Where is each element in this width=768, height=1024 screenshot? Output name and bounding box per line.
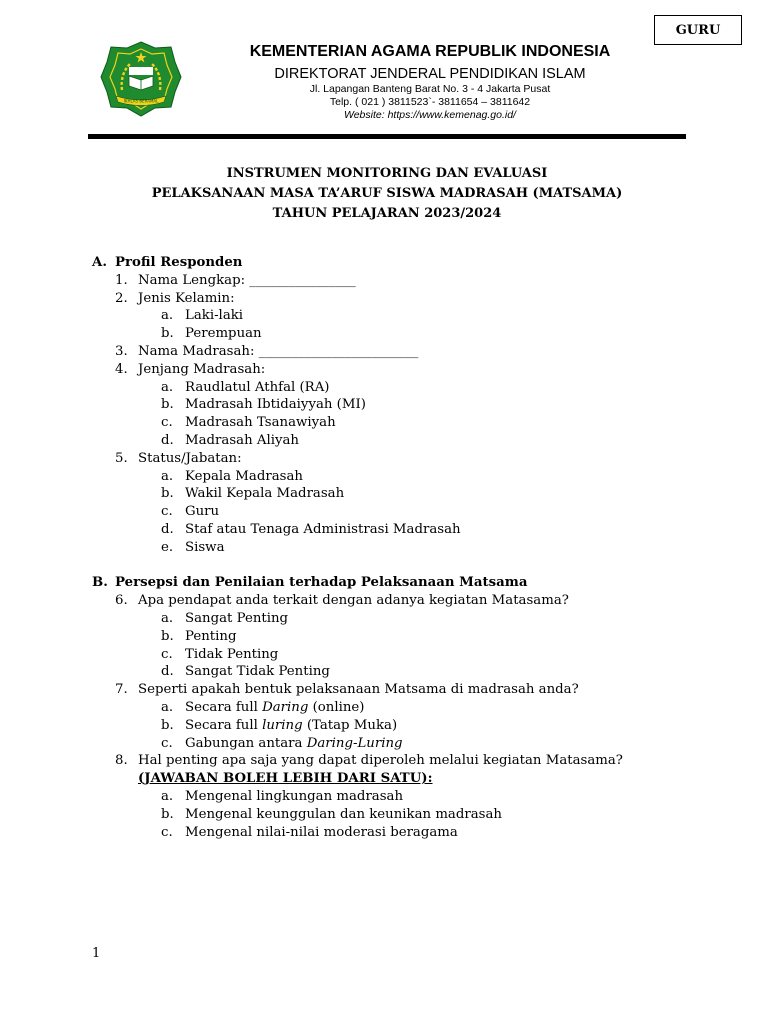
section-spacer [88, 557, 708, 575]
option-text-prefix: Secara full [185, 699, 263, 715]
option-text-emphasis: Daring-Luring [306, 735, 403, 751]
answer-option [88, 432, 708, 450]
option-text-suffix: (online) [308, 699, 365, 715]
answer-option [88, 325, 708, 343]
option-letter: c. [161, 824, 173, 840]
question-4 [88, 361, 708, 379]
option-text-suffix: (Tatap Muka) [302, 717, 398, 733]
question-number: 1. [115, 272, 128, 288]
question-number: 3. [115, 343, 128, 359]
title-line-3: TAHUN PELAJARAN 2023/2024 [272, 206, 502, 221]
question-5 [88, 450, 708, 468]
answer-option [88, 379, 708, 397]
question-number: 6. [115, 593, 128, 609]
option-text: Guru [185, 504, 220, 520]
option-letter: a. [161, 308, 174, 324]
option-text: Madrasah Ibtidaiyyah (MI) [185, 397, 366, 413]
option-text: Madrasah Aliyah [185, 432, 299, 448]
option-letter: b. [161, 397, 174, 413]
option-text: Sangat Tidak Penting [185, 664, 330, 680]
answer-option [88, 503, 708, 521]
section-a-heading [88, 254, 708, 272]
section-marker: A. [92, 255, 107, 270]
answer-option [88, 521, 708, 539]
respondent-type-badge: GURU [654, 15, 742, 45]
questionnaire [88, 254, 708, 841]
option-text: Staf atau Tenaga Administrasi Madrasah [185, 521, 461, 537]
option-text: Mengenal nilai-nilai moderasi beragama [185, 824, 458, 840]
option-letter: a. [161, 699, 174, 715]
answer-option [88, 307, 708, 325]
question-number: 8. [115, 753, 128, 769]
answer-option [88, 824, 708, 842]
option-letter: a. [161, 379, 174, 395]
address: Jl. Lapangan Banteng Barat No. 3 - 4 Jakarta Pusat [309, 83, 551, 95]
question-7 [88, 681, 708, 699]
option-text: Mengenal lingkungan madrasah [185, 788, 404, 804]
question-text: Hal penting apa saja yang dapat diperoleh melalui kegiatan Matasama? [138, 753, 623, 769]
title-line-1: INSTRUMEN MONITORING DAN EVALUASI [226, 166, 548, 181]
header-divider [88, 134, 686, 139]
question-8 [88, 752, 708, 770]
option-text: Sangat Penting [185, 610, 289, 626]
section-title: Persepsi dan Penilaian terhadap Pelaksanaan Matsama [115, 575, 528, 591]
title-line-2: PELAKSANAAN MASA TA’ARUF SISWA MADRASAH (MATSAMA) [151, 186, 623, 201]
option-text: Laki-laki [185, 308, 244, 324]
website: Website: https://www.kemenag.go.id/ [344, 109, 516, 121]
option-text [185, 717, 397, 735]
option-text-prefix: Secara full [185, 717, 263, 733]
answer-option [88, 663, 708, 681]
option-text: Tidak Penting [185, 646, 279, 662]
option-text: Perempuan [185, 326, 262, 342]
option-letter: b. [161, 717, 174, 733]
document-title [88, 164, 686, 224]
question-text: Nama Lengkap: ________________ [138, 272, 356, 288]
option-letter: a. [161, 610, 174, 626]
question-8-note [88, 770, 708, 788]
answer-option [88, 396, 708, 414]
option-text [185, 735, 403, 753]
option-letter: d. [161, 432, 174, 448]
option-letter: c. [161, 646, 173, 662]
directorate-name: DIREKTORAT JENDERAL PENDIDIKAN ISLAM [274, 66, 586, 82]
option-letter: d. [161, 521, 174, 537]
option-letter: a. [161, 468, 174, 484]
question-number: 2. [115, 290, 128, 306]
kemenag-logo [100, 40, 182, 118]
option-letter: b. [161, 628, 174, 644]
answer-option [88, 646, 708, 664]
page-number: 1 [92, 946, 101, 961]
question-number: 7. [115, 682, 128, 698]
ministry-name: KEMENTERIAN AGAMA REPUBLIK INDONESIA [249, 43, 611, 60]
option-letter: b. [161, 486, 174, 502]
answer-option [88, 806, 708, 824]
question-1 [88, 272, 708, 290]
option-letter: b. [161, 806, 174, 822]
question-number: 5. [115, 450, 128, 466]
option-letter: c. [161, 415, 173, 431]
answer-option [88, 539, 708, 557]
answer-option [88, 414, 708, 432]
answer-option [88, 788, 708, 806]
question-2 [88, 290, 708, 308]
question-text: Nama Madrasah: ________________________ [138, 343, 419, 359]
option-letter: e. [161, 539, 174, 555]
option-text: Kepala Madrasah [185, 468, 303, 484]
phone: Telp. ( 021 ) 3811523`- 3811654 – 3811642 [329, 96, 531, 108]
section-title: Profil Responden [115, 255, 243, 270]
answer-option [88, 610, 708, 628]
section-marker: B. [92, 575, 108, 591]
section-b-heading [88, 574, 708, 592]
question-6 [88, 592, 708, 610]
answer-option [88, 628, 708, 646]
option-text-emphasis: luring [262, 717, 303, 733]
option-text: Raudlatul Athfal (RA) [185, 379, 330, 395]
option-text: Wakil Kepala Madrasah [185, 486, 345, 502]
letterhead [200, 42, 660, 122]
multiple-answer-note: (JAWABAN BOLEH LEBIH DARI SATU): [138, 771, 433, 787]
option-letter: c. [161, 735, 173, 751]
answer-option [88, 717, 708, 735]
option-letter: a. [161, 788, 174, 804]
answer-option [88, 735, 708, 753]
option-text: Mengenal keunggulan dan keunikan madrasah [185, 806, 502, 822]
question-text: Apa pendapat anda terkait dengan adanya kegiatan Matasama? [138, 593, 569, 609]
option-text: Siswa [185, 539, 225, 555]
svg-text:IKHLAS BERAMAL: IKHLAS BERAMAL [123, 98, 159, 104]
option-text: Penting [185, 628, 237, 644]
question-3 [88, 343, 708, 361]
option-text-prefix: Gabungan antara [185, 735, 307, 751]
option-letter: d. [161, 664, 174, 680]
answer-option [88, 485, 708, 503]
question-text: Jenjang Madrasah: [138, 361, 266, 377]
question-text: Status/Jabatan: [138, 450, 242, 466]
answer-option [88, 699, 708, 717]
question-text: Jenis Kelamin: [138, 290, 235, 306]
option-text-emphasis: Daring [262, 699, 309, 715]
option-text [185, 699, 364, 717]
option-letter: b. [161, 326, 174, 342]
question-number: 4. [115, 361, 128, 377]
answer-option [88, 468, 708, 486]
option-letter: c. [161, 504, 173, 520]
option-text: Madrasah Tsanawiyah [185, 415, 336, 431]
question-text: Seperti apakah bentuk pelaksanaan Matsama di madrasah anda? [138, 682, 579, 698]
